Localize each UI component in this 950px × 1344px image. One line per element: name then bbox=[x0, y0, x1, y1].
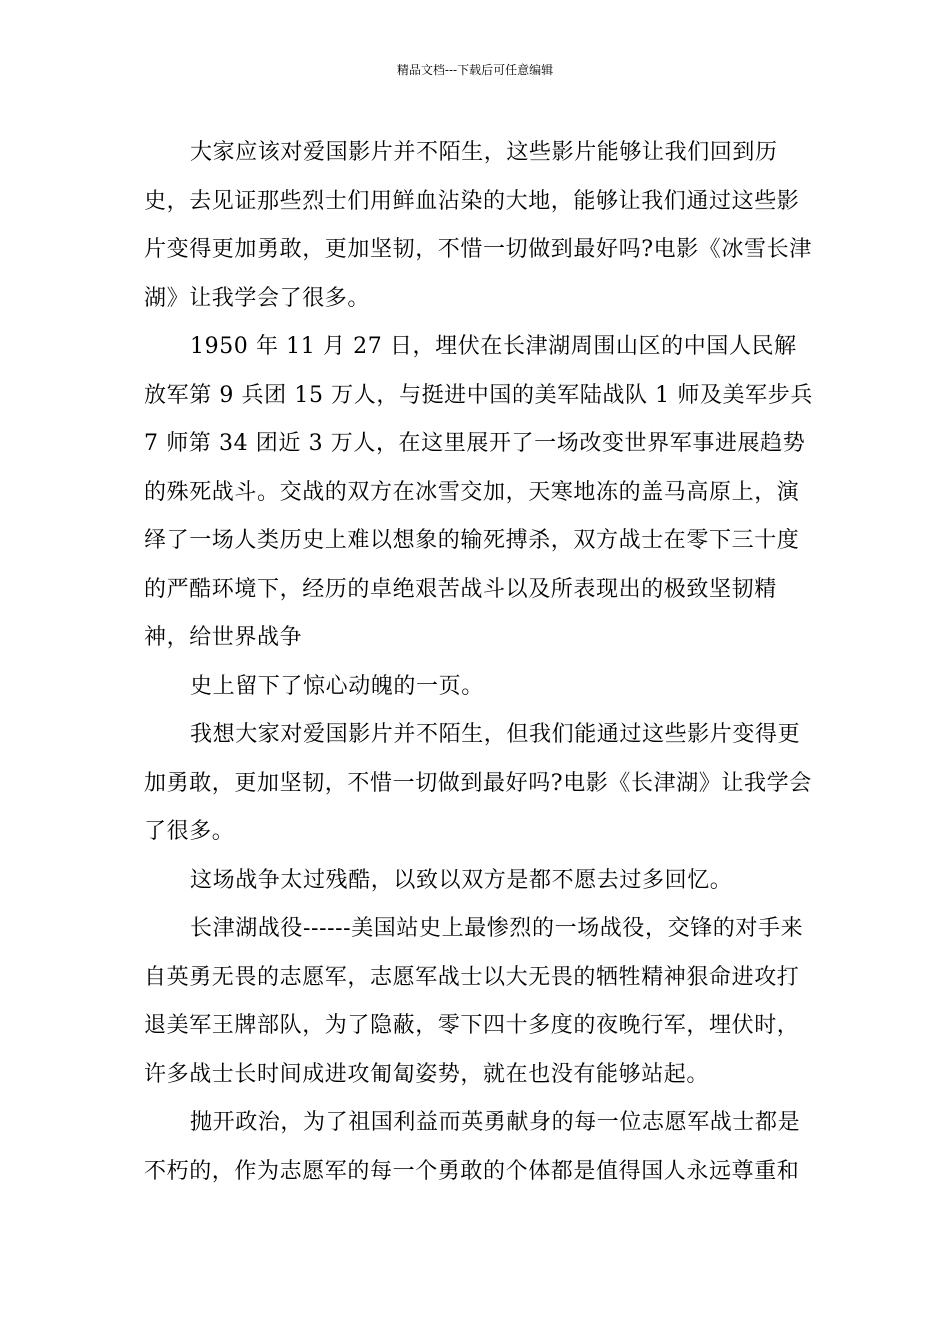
paragraph-5: 这场战争太过残酷，以致以双方是都不愿去过多回忆。 bbox=[190, 867, 733, 893]
paragraph-1: 大家应该对爱国影片并不陌生，这些影片能够让我们回到历史，去见证那些烈士们用鲜血沾染的大地，能够让我们通过这些影片变得更加勇敢，更加坚韧，不惜一切做到最好吗?电影《冰雪长津湖》让我学会了很多。 bbox=[144, 140, 812, 311]
document-body bbox=[144, 129, 814, 1196]
page-header: 精品文档---下载后可任意编辑 bbox=[396, 63, 554, 77]
paragraph-4: 我想大家对爱国影片并不陌生，但我们能通过这些影片变得更加勇敢，更加坚韧，不惜一切做到最好吗?电影《长津湖》让我学会了很多。 bbox=[144, 722, 812, 844]
paragraph-3: 史上留下了惊心动魄的一页。 bbox=[190, 673, 484, 699]
paragraph-6: 长津湖战役------美国站史上最惨烈的一场战役，交锋的对手来自英勇无畏的志愿军，志愿军战士以大无畏的牺牲精神狠命进攻打退美军王牌部队，为了隐蔽，零下四十多度的夜晚行军，埋伏时，许多战士长时间成进攻匍匐姿势，就在也没有能够站起。 bbox=[144, 916, 804, 1087]
paragraph-7: 抛开政治，为了祖国利益而英勇献身的每一位志愿军战士都是不朽的，作为志愿军的每一个勇敢的个体都是值得国人永远尊重和 bbox=[144, 1110, 801, 1184]
paragraph-2: 1950 年 11 月 27 日，埋伏在长津湖周围山区的中国人民解放军第 9 兵团 15 万人，与挺进中国的美军陆战队 1 师及美军步兵 7 师第 34 团近 3 万人，在这里展开了一场改变世界军事进展趋势的殊死战斗。交战的双方在冰雪交加，天寒地冻的盖马高原上，演绎了一场人类历史上难以想象的输死搏杀，双方战士在零下三十度的严酷环境下，经历的卓绝艰苦战斗以及所表现出的极致坚韧精神，给世界战争 bbox=[144, 334, 813, 650]
